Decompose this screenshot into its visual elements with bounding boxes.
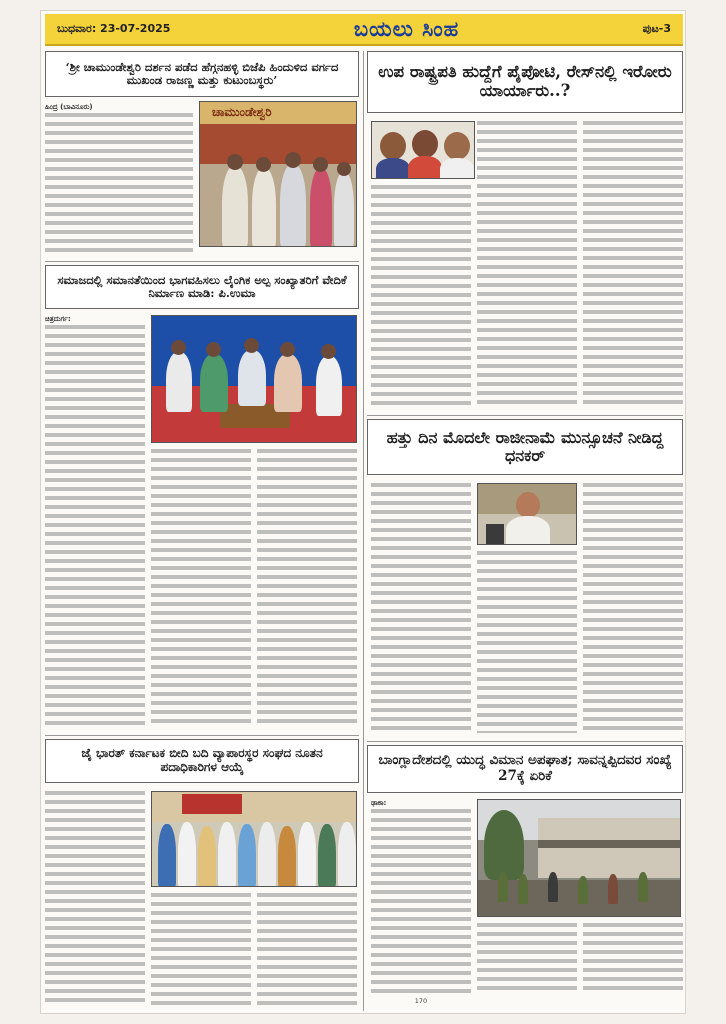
photo-dhankar — [477, 483, 577, 545]
body-temple — [45, 113, 193, 253]
article-equality — [45, 265, 359, 731]
body-equality-col3 — [257, 449, 357, 725]
photo-candidates — [371, 121, 475, 179]
body-dhankar-col2 — [477, 551, 577, 733]
page-number: ಪುಟ-3 — [642, 22, 671, 35]
article-dhankar — [367, 419, 683, 737]
byline-bangladesh: ಢಾಕಾ: — [371, 799, 387, 807]
column-divider — [363, 51, 364, 1011]
headline-equality: ಸಮಾಜದಲ್ಲಿ ಸಮಾನತೆಯಿಂದ ಭಾಗವಹಿಸಲು ಲೈಂಗಿಕ ಅಲ್ಪ ಸಂಖ್ಯಾತರಿಗೆ ವೇದಿಕೆ ನಿರ್ಮಾಣ ಮಾಡಿ: ಪಿ.ಉಮಾ — [45, 265, 359, 309]
body-traders-col1 — [45, 791, 145, 1005]
photo-crash-site — [477, 799, 681, 917]
body-bangladesh-col2 — [477, 923, 577, 993]
headline-bangladesh: ಬಾಂಗ್ಲಾದೇಶದಲ್ಲಿ ಯುದ್ಧ ವಿಮಾನ ಅಪಘಾತ; ಸಾವನ್ನಪ್ಪಿದವರ ಸಂಖ್ಯೆ 27ಕ್ಕೆ ಏರಿಕೆ — [367, 745, 683, 793]
body-bangladesh-col3 — [583, 923, 683, 993]
headline-vice-president: ಉಪ ರಾಷ್ಟ್ರಪತಿ ಹುದ್ದೆಗೆ ಪೈಪೋಟಿ, ರೇಸ್‌ನಲ್ಲಿ ಇರೋರು ಯಾರ್ಯಾರು..? — [367, 51, 683, 113]
photo-banner — [200, 102, 357, 124]
newspaper-brand: ಬಯಲು ಸಿಂಹ — [353, 16, 460, 41]
headline-traders: ಜೈ ಭಾರತ್ ಕರ್ನಾಟಕ ಬೀದಿ ಬದಿ ವ್ಯಾಪಾರಸ್ಥರ ಸಂಘದ ನೂತನ ಪದಾಧಿಕಾರಿಗಳ ಆಯ್ಕೆ — [45, 739, 359, 783]
headline-temple: ‘ಶ್ರೀ ಚಾಮುಂಡೇಶ್ವರಿ ದರ್ಶನ ಪಡೆದ ಹೆಗ್ಗನಹಳ್ಳಿ ಬಿಜೆಪಿ ಹಿಂದುಳಿದ ವರ್ಗದ ಮುಖಂಡ ರಾಜಣ್ಣ ಮತ್ತು ಕುಟುಂಬಸ್ಥರು’ — [45, 51, 359, 97]
body-equality-col2 — [151, 449, 251, 725]
body-traders-col3 — [257, 893, 357, 1005]
issue-date: ಬುಧವಾರ: 23-07-2025 — [57, 22, 171, 35]
photo-banner-text: ಚಾಮುಂಡೇಶ್ವರಿ — [212, 105, 272, 119]
byline-equality: ಚಿತ್ರದುರ್ಗ: — [45, 315, 71, 323]
dhankar-page-number: 170 — [414, 997, 428, 1005]
masthead — [45, 14, 683, 46]
body-bangladesh-col1 — [371, 809, 471, 993]
article-vice-president — [367, 51, 683, 411]
byline-temple: ಹಿಂದ್ರ (ಬಾವಿನೂರು) — [45, 103, 93, 111]
body-dhankar-col3 — [583, 483, 683, 733]
article-temple — [45, 51, 359, 257]
headline-dhankar: ಹತ್ತು ದಿನ ಮೊದಲೇ ರಾಜೀನಾಮೆ ಮುನ್ಸೂಚನೆ ನೀಡಿದ್ದ ಧನಕರ್ — [367, 419, 683, 475]
body-vp-col2 — [477, 121, 577, 407]
body-dhankar-col1 — [371, 483, 471, 733]
photo-temple — [199, 101, 357, 247]
article-bangladesh — [367, 745, 683, 1011]
article-traders — [45, 739, 359, 1011]
body-vp-col1 — [371, 185, 471, 407]
photo-equality — [151, 315, 357, 443]
newspaper-page — [40, 10, 686, 1014]
photo-traders — [151, 791, 357, 887]
body-vp-col3 — [583, 121, 683, 407]
body-equality-col1 — [45, 325, 145, 725]
body-traders-col2 — [151, 893, 251, 1005]
